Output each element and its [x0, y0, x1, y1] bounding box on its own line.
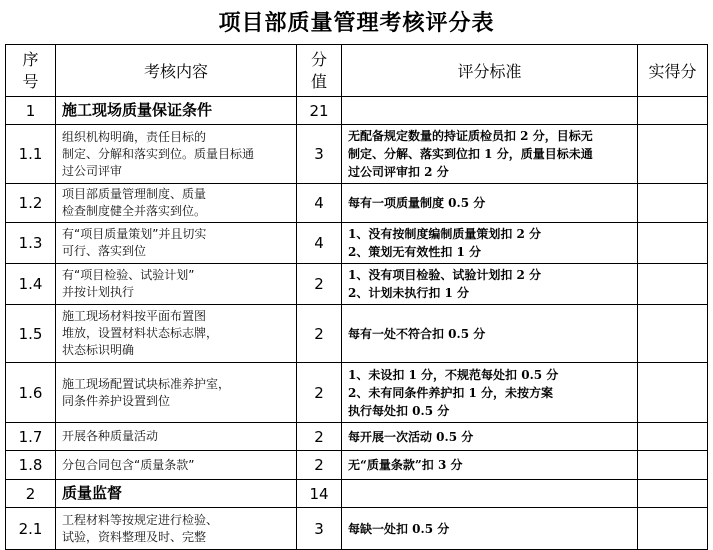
score-table [5, 44, 708, 550]
row-actual-score[interactable] [638, 97, 708, 125]
row-no: 1.5 [6, 305, 56, 363]
row-score: 4 [297, 184, 342, 223]
row-content-text: 有“项目检验、试验计划” 并按计划执行 [62, 268, 195, 299]
table-row [6, 480, 708, 508]
row-no: 1.7 [6, 423, 56, 451]
header-standard: 评分标准 [342, 45, 638, 97]
row-score: 2 [297, 423, 342, 451]
row-standard [342, 451, 638, 480]
row-content-text: 分包合同包含“质量条款” [62, 457, 195, 472]
row-actual-score[interactable] [638, 451, 708, 480]
table-row [6, 184, 708, 223]
row-no: 1.3 [6, 223, 56, 264]
row-score: 3 [297, 508, 342, 550]
row-content [56, 423, 297, 451]
row-content [56, 363, 297, 423]
row-content-text: 有“项目质量策划”并且切实 可行、落实到位 [62, 227, 207, 258]
row-standard-text: 1、没有项目检验、试验计划扣 2 分 2、计划未执行扣 1 分 [348, 268, 542, 300]
row-content-text: 工程材料等按规定进行检验、 试验，资料整理及时、完整 [62, 512, 219, 544]
row-actual-score[interactable] [638, 264, 708, 305]
row-content [56, 223, 297, 264]
row-standard-text: 1、未设扣 1 分，不规范每处扣 0.5 分 2、未有同条件养护扣 1 分，未按方案 执行每处扣 0.5 分 [348, 367, 559, 418]
header-no: 序 号 [6, 45, 56, 97]
row-no: 1.4 [6, 264, 56, 305]
row-content [56, 305, 297, 363]
table-row [6, 423, 708, 451]
row-score: 4 [297, 223, 342, 264]
table-row [6, 125, 708, 184]
row-content [56, 184, 297, 223]
row-standard-text: 每有一项质量制度 0.5 分 [348, 196, 486, 210]
row-content-text: 施工现场配置试块标准养护室， 同条件养护设置到位 [62, 376, 231, 408]
row-content-text: 组织机构明确，责任目标的 制定、分解和落实到位。质量目标通 过公司评审 [62, 129, 255, 178]
row-standard [342, 508, 638, 550]
row-content [56, 480, 297, 508]
row-no: 1 [6, 97, 56, 125]
header-actual: 实得分 [638, 45, 708, 97]
row-score: 21 [297, 97, 342, 125]
table-row [6, 508, 708, 550]
row-actual-score[interactable] [638, 223, 708, 264]
row-actual-score[interactable] [638, 184, 708, 223]
row-no: 1.6 [6, 363, 56, 423]
row-no: 2.1 [6, 508, 56, 550]
row-score: 2 [297, 305, 342, 363]
header-row [6, 45, 708, 97]
row-actual-score[interactable] [638, 508, 708, 550]
row-content [56, 264, 297, 305]
row-standard [342, 125, 638, 184]
row-standard-text: 1、没有按制度编制质量策划扣 2 分 2、策划无有效性扣 1 分 [348, 227, 542, 259]
header-score: 分 值 [297, 45, 342, 97]
row-standard [342, 264, 638, 305]
row-no: 1.2 [6, 184, 56, 223]
row-content [56, 125, 297, 184]
row-content-text: 开展各种质量活动 [62, 429, 159, 443]
row-no: 1.8 [6, 451, 56, 480]
row-actual-score[interactable] [638, 480, 708, 508]
row-standard [342, 423, 638, 451]
row-content-text: 质量监督 [62, 484, 123, 502]
row-actual-score[interactable] [638, 363, 708, 423]
row-standard-text: 每开展一次活动 0.5 分 [348, 429, 474, 444]
row-standard [342, 480, 638, 508]
header-content: 考核内容 [56, 45, 297, 97]
page-title: 项目部质量管理考核评分表 [218, 10, 495, 36]
row-score: 2 [297, 363, 342, 423]
table-row [6, 305, 708, 363]
row-content-text: 施工现场质量保证条件 [62, 101, 213, 119]
table-row [6, 451, 708, 480]
row-no: 1.1 [6, 125, 56, 184]
table-row [6, 264, 708, 305]
row-standard-text: 无“质量条款”扣 3 分 [348, 458, 463, 472]
table-row [6, 223, 708, 264]
row-no: 2 [6, 480, 56, 508]
row-actual-score[interactable] [638, 305, 708, 363]
row-content [56, 97, 297, 125]
row-standard [342, 97, 638, 125]
row-standard [342, 184, 638, 223]
row-actual-score[interactable] [638, 423, 708, 451]
row-standard-text: 每有一处不符合扣 0.5 分 [348, 326, 486, 341]
table-row [6, 97, 708, 125]
table-row [6, 363, 708, 423]
row-standard [342, 305, 638, 363]
row-actual-score[interactable] [638, 125, 708, 184]
row-score: 2 [297, 264, 342, 305]
row-score: 14 [297, 480, 342, 508]
row-content [56, 508, 297, 550]
row-standard [342, 363, 638, 423]
row-score: 2 [297, 451, 342, 480]
row-standard-text: 每缺一处扣 0.5 分 [348, 521, 450, 536]
row-standard [342, 223, 638, 264]
row-content-text: 施工现场材料按平面布置图 堆放，设置材料状态标志牌， 状态标识明确 [62, 309, 219, 357]
row-score: 3 [297, 125, 342, 184]
row-content [56, 451, 297, 480]
row-content-text: 项目部质量管理制度、质量 检查制度健全并落实到位。 [62, 187, 207, 218]
row-standard-text: 无配备规定数量的持证质检员扣 2 分，目标无 制定、分解、落实到位扣 1 分，质量目标未通 过公司评审扣 2 分 [348, 129, 593, 179]
